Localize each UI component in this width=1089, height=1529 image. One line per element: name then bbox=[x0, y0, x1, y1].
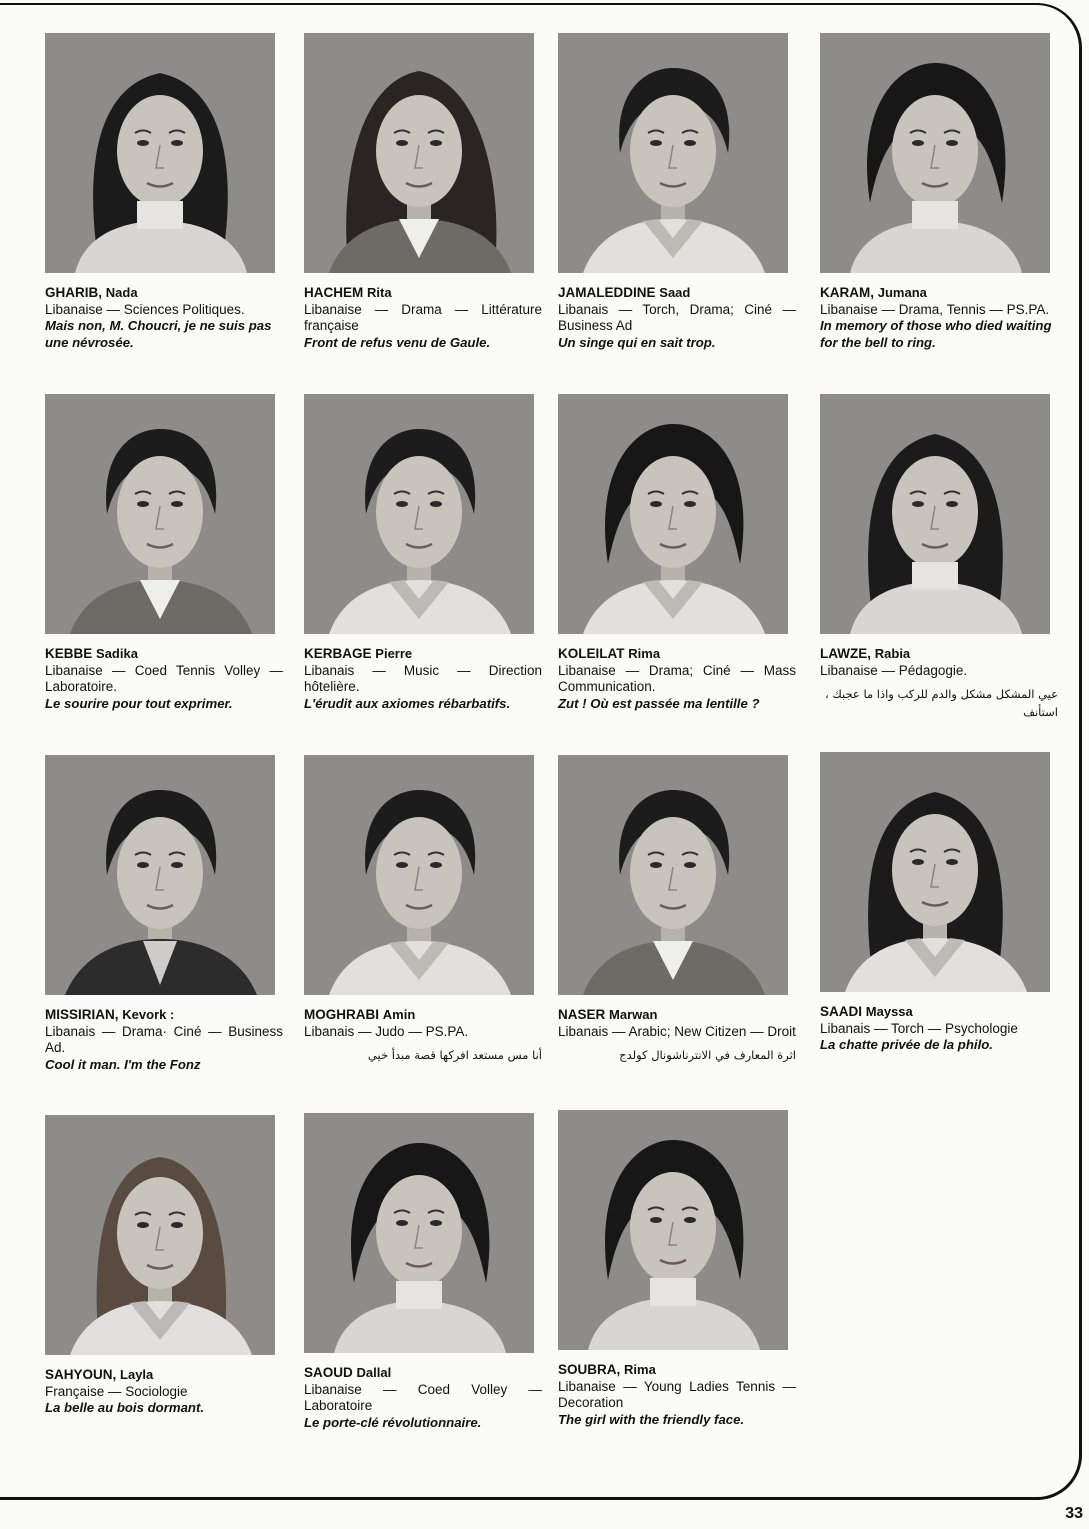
student-name bbox=[304, 285, 542, 302]
student-entry bbox=[45, 394, 283, 712]
student-given-name: Kevork : bbox=[122, 1007, 175, 1022]
student-name bbox=[558, 646, 796, 663]
page-border-right bbox=[1079, 60, 1082, 1450]
student-portrait bbox=[820, 394, 1050, 634]
student-portrait bbox=[558, 394, 788, 634]
student-name bbox=[304, 646, 542, 663]
student-name bbox=[45, 1007, 283, 1024]
student-given-name: Jumana bbox=[877, 285, 927, 300]
student-portrait bbox=[304, 394, 534, 634]
student-activities: Libanaise — Young Ladies Tennis — Decoration bbox=[558, 1378, 796, 1410]
student-caption bbox=[558, 1007, 796, 1064]
student-name bbox=[820, 646, 1058, 663]
student-entry bbox=[558, 33, 796, 351]
student-surname: HACHEM bbox=[304, 285, 364, 300]
student-portrait bbox=[558, 33, 788, 273]
student-surname: KARAM, bbox=[820, 285, 874, 300]
student-activities: Libanais — Torch, Drama; Ciné — Business Ad bbox=[558, 301, 796, 333]
student-surname: SOUBRA, bbox=[558, 1362, 621, 1377]
student-quote: Cool it man. I'm the Fonz bbox=[45, 1056, 201, 1072]
student-portrait bbox=[45, 33, 275, 273]
student-caption bbox=[558, 1362, 796, 1428]
student-entry bbox=[45, 33, 283, 351]
student-caption bbox=[45, 1367, 283, 1417]
page-border-top bbox=[0, 3, 1040, 5]
student-quote: The girl with the friendly face. bbox=[558, 1411, 745, 1427]
student-portrait bbox=[304, 33, 534, 273]
student-entry bbox=[820, 394, 1058, 721]
student-portrait bbox=[820, 33, 1050, 273]
student-quote: Le sourire pour tout exprimer. bbox=[45, 695, 233, 711]
student-entry bbox=[45, 755, 283, 1073]
page-border-corner-bottom bbox=[1030, 1448, 1082, 1500]
student-name bbox=[45, 646, 283, 663]
student-surname: SAADI bbox=[820, 1004, 863, 1019]
student-name bbox=[820, 1004, 1058, 1021]
student-entry bbox=[558, 1110, 796, 1428]
student-caption bbox=[45, 1007, 283, 1073]
student-given-name: Layla bbox=[120, 1367, 154, 1382]
student-surname: KOLEILAT bbox=[558, 646, 625, 661]
student-caption bbox=[45, 646, 283, 712]
student-caption bbox=[304, 1365, 542, 1431]
student-entry bbox=[304, 33, 542, 351]
student-surname: LAWZE, bbox=[820, 646, 871, 661]
student-entry bbox=[304, 755, 542, 1064]
student-quote: Un singe qui en sait trop. bbox=[558, 334, 716, 350]
student-given-name: Saad bbox=[659, 285, 691, 300]
student-surname: GHARIB, bbox=[45, 285, 102, 300]
student-name bbox=[45, 1367, 283, 1384]
student-caption bbox=[304, 646, 542, 712]
student-activities: Française — Sociologie bbox=[45, 1383, 188, 1399]
student-given-name: Rabia bbox=[874, 646, 911, 661]
student-given-name: Amin bbox=[382, 1007, 416, 1022]
student-quote: Zut ! Où est passée ma lentille ? bbox=[558, 695, 760, 711]
student-caption bbox=[558, 646, 796, 712]
student-name bbox=[304, 1365, 542, 1382]
student-given-name: Sadika bbox=[96, 646, 138, 661]
student-portrait bbox=[558, 755, 788, 995]
student-surname: SAOUD bbox=[304, 1365, 353, 1380]
student-name bbox=[558, 1007, 796, 1024]
student-activities: Libanaise — Coed Tennis Volley — Laboratoire. bbox=[45, 662, 283, 694]
student-quote: La chatte privée de la philo. bbox=[820, 1037, 993, 1052]
student-caption bbox=[558, 285, 796, 351]
student-name bbox=[558, 1362, 796, 1379]
student-activities: Libanaise — Drama — Littérature française bbox=[304, 301, 542, 333]
student-activities: Libanaise — Sciences Politiques. bbox=[45, 301, 245, 317]
student-entry bbox=[820, 752, 1058, 1054]
page-border-bottom bbox=[0, 1497, 1040, 1500]
student-quote: Mais non, M. Choucri, je ne suis pas une névrosée. bbox=[45, 318, 272, 350]
student-given-name: Rima bbox=[628, 646, 661, 661]
student-activities: Libanais — Judo — PS.PA. bbox=[304, 1023, 469, 1039]
student-given-name: Nada bbox=[105, 285, 138, 300]
student-quote: L'érudit aux axiomes rébarbatifs. bbox=[304, 695, 511, 711]
student-surname: KEBBE bbox=[45, 646, 93, 661]
student-quote: Front de refus venu de Gaule. bbox=[304, 334, 491, 350]
student-portrait bbox=[45, 394, 275, 634]
student-given-name: Marwan bbox=[609, 1007, 658, 1022]
student-entry bbox=[304, 1113, 542, 1431]
student-caption bbox=[304, 1007, 542, 1064]
student-activities: Libanaise — Pédagogie. bbox=[820, 662, 968, 678]
student-name bbox=[304, 1007, 542, 1024]
student-surname: KERBAGE bbox=[304, 646, 372, 661]
student-given-name: Rima bbox=[624, 1362, 656, 1377]
student-entry bbox=[558, 755, 796, 1064]
student-surname: MISSIRIAN, bbox=[45, 1007, 119, 1022]
student-activities: Libanaise — Coed Volley — Laboratoire bbox=[304, 1381, 542, 1413]
student-quote: La belle au bois dormant. bbox=[45, 1400, 205, 1415]
student-caption bbox=[45, 285, 283, 351]
student-activities: Libanaise — Drama; Ciné — Mass Communication. bbox=[558, 662, 796, 694]
student-surname: SAHYOUN, bbox=[45, 1367, 117, 1382]
student-portrait bbox=[304, 755, 534, 995]
student-portrait bbox=[304, 1113, 534, 1353]
student-caption bbox=[820, 1004, 1058, 1054]
student-given-name: Rita bbox=[367, 285, 392, 300]
student-activities: Libanais — Torch — Psychologie bbox=[820, 1020, 1018, 1036]
student-given-name: Pierre bbox=[375, 646, 413, 661]
student-activities: Libanaise — Drama, Tennis — PS.PA. bbox=[820, 301, 1050, 317]
student-quote: In memory of those who died waiting for the bell to ring. bbox=[820, 318, 1052, 350]
student-surname: JAMALEDDINE bbox=[558, 285, 656, 300]
student-caption bbox=[304, 285, 542, 351]
student-given-name: Mayssa bbox=[865, 1004, 913, 1019]
student-activities: Libanais — Drama· Ciné — Business Ad. bbox=[45, 1023, 283, 1055]
student-portrait bbox=[45, 755, 275, 995]
student-activities: Libanais — Music — Direction hôtelière. bbox=[304, 662, 542, 694]
student-entry bbox=[820, 33, 1058, 351]
student-portrait bbox=[558, 1110, 788, 1350]
student-entry bbox=[558, 394, 796, 712]
student-surname: MOGHRABI bbox=[304, 1007, 379, 1022]
student-name bbox=[45, 285, 283, 302]
student-portrait bbox=[45, 1115, 275, 1355]
student-caption bbox=[820, 285, 1058, 351]
student-portrait bbox=[820, 752, 1050, 992]
student-name bbox=[558, 285, 796, 302]
student-arabic-quote: اثرة المعارف في الانترناشونال كولدج bbox=[619, 1048, 796, 1062]
student-arabic-quote: عيي المشكل مشكل والدم للركب واذا ما عجبك ، استأنف bbox=[824, 687, 1058, 719]
student-quote: Le porte-clé révolutionnaire. bbox=[304, 1414, 482, 1430]
student-caption bbox=[820, 646, 1058, 721]
student-name bbox=[820, 285, 1058, 302]
student-activities: Libanais — Arabic; New Citizen — Droit bbox=[558, 1023, 796, 1039]
page-number: 33 bbox=[1065, 1505, 1083, 1522]
student-surname: NASER bbox=[558, 1007, 606, 1022]
student-entry bbox=[45, 1115, 283, 1417]
student-arabic-quote: أنا مس مستعد افركها قصة مبدأ خيي bbox=[367, 1048, 542, 1062]
student-given-name: Dallal bbox=[356, 1365, 392, 1380]
student-entry bbox=[304, 394, 542, 712]
